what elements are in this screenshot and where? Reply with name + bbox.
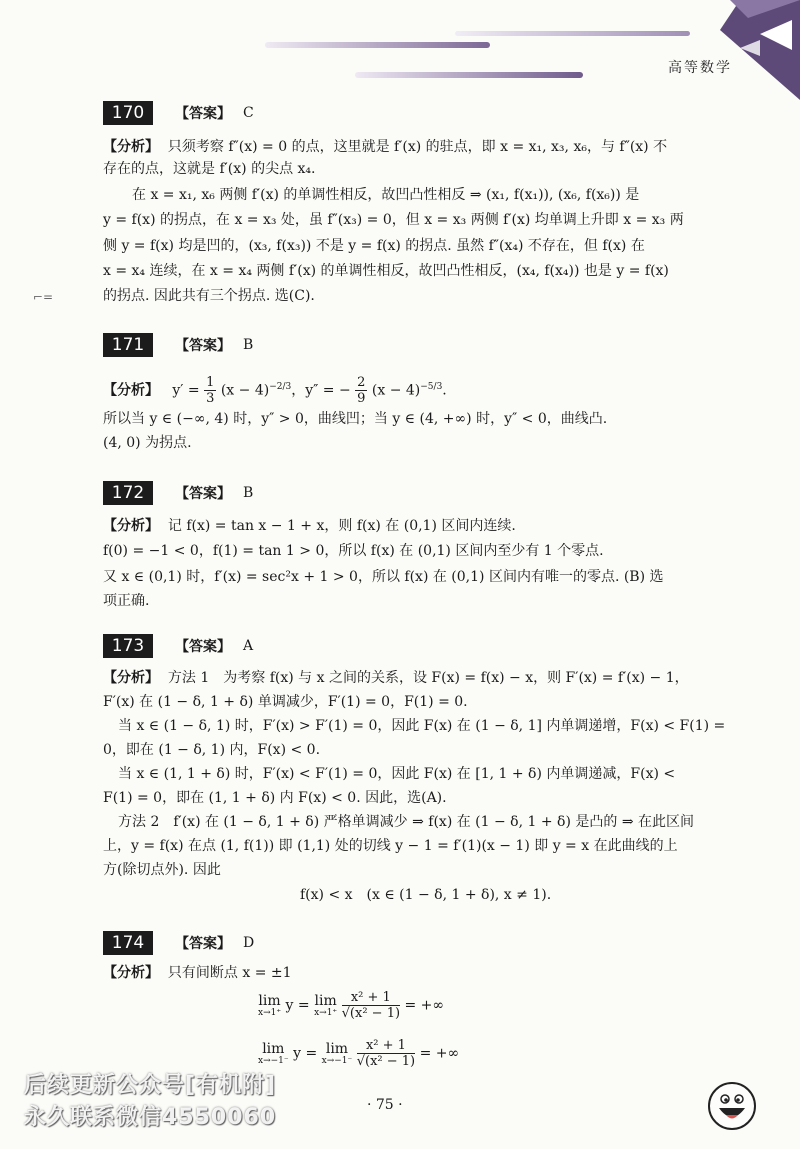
header-rule [265,42,490,48]
analysis-line: 【分析】 只有间断点 x = ±1 [103,965,292,981]
analysis-label: 【分析】 [103,965,159,981]
analysis-label: 【分析】 [103,518,159,534]
answer-label: 【答案】 [175,338,231,354]
answer-value: D [243,935,255,951]
problem-number: 172 [103,481,153,505]
problem-number: 173 [103,634,153,658]
answer-value: B [243,485,254,501]
analysis-label: 【分析】 [103,139,159,155]
analysis-line: 方法 2 f′(x) 在 (1 − δ, 1 + δ) 严格单调减少 ⇒ f(x) 在 (1 − δ, 1 + δ) 是凸的 ⇒ 在此区间 [118,814,695,830]
problem-number: 170 [103,101,153,125]
analysis-line: 侧 y = f(x) 均是凹的，(x₃, f(x₃)) 不是 y = f(x) 的拐点. 虽然 f″(x₄) 不存在，但 f(x) 在 [103,238,645,254]
fraction: $\frac{\text{x² + 1}}{\text{√(x² − 1)}}$ [356,1038,416,1069]
header-rule [355,72,583,78]
answer-value: A [243,638,254,654]
analysis-line: F(1) = 0，即在 (1, 1 + δ) 内 F(x) < 0. 因此，选(A). [103,790,447,806]
limit-right: lim x→1⁺ y = lim x→1⁺ $\frac{\text{x² + 1}}{\text{√(x² − 1)}}$ = +∞ [258,990,445,1021]
smiley-face-icon [706,1080,758,1132]
analysis-line: 项正确. [103,593,150,609]
analysis-line: 【分析】 记 f(x) = tan x − 1 + x，则 f(x) 在 (0,1) 区间内连续. [103,518,516,534]
fraction: $\frac{\text{x² + 1}}{\text{√(x² − 1)}}$ [341,990,401,1021]
answer-label: 【答案】 [175,486,231,502]
problem-number: 171 [103,333,153,357]
answer-label: 【答案】 [175,936,231,952]
answer-value: B [243,337,254,353]
analysis-line: F′(x) 在 (1 − δ, 1 + δ) 单调减少，F′(1) = 0，F(1) = 0. [103,694,468,710]
answer-header-174 [103,931,743,955]
analysis-line: x = x₄ 连续，在 x = x₄ 两侧 f′(x) 的单调性相反，故凹凸性相反，(x₄, f(x₄)) 也是 y = f(x) [103,263,669,279]
analysis-label: 【分析】 [103,382,159,399]
answer-header-172 [103,481,743,505]
analysis-line: 在 x = x₁, x₆ 两侧 f′(x) 的单调性相反，故凹凸性相反 ⇒ (x₁, f(x₁)), (x₆, f(x₆)) 是 [132,187,640,203]
analysis-line: 【分析】 方法 1 为考察 f(x) 与 x 之间的关系，设 F(x) = f(x) − x，则 F′(x) = f′(x) − 1， [103,670,689,686]
problem-number: 174 [103,931,153,955]
corner-arrow-decoration [700,0,800,100]
analysis-line: 的拐点. 因此共有三个拐点. 选(C). [103,288,315,304]
analysis-line: 0，即在 (1 − δ, 1) 内，F(x) < 0. [103,742,321,758]
header-rule [455,31,690,36]
analysis-line: y = f(x) 的拐点，在 x = x₃ 处，虽 f″(x₃) = 0，但 x = x₃ 两侧 f′(x) 均单调上升即 x = x₃ 两 [103,212,684,228]
watermark-line: 后续更新公众号[有机附] [24,1073,277,1098]
analysis-line: 存在的点，这就是 f′(x) 的尖点 x₄. [103,161,316,177]
answer-header-173 [103,634,743,658]
analysis-line: 【分析】 只须考察 f″(x) = 0 的点，这里就是 f′(x) 的驻点，即 x = x₁, x₃, x₆，与 f″(x) 不 [103,139,668,155]
limit-left: lim x→−1⁻ y = lim x→−1⁻ $\frac{\text{x² + 1}}{\text{√(x² − 1)}}$ = +∞ [258,1038,460,1069]
analysis-line: 当 x ∈ (1, 1 + δ) 时，F′(x) < F′(1) = 0，因此 F(x) 在 [1, 1 + δ) 内单调递减，F(x) < [118,766,676,782]
analysis-line: (4, 0) 为拐点. [103,435,192,451]
analysis-line: 又 x ∈ (0,1) 时，f′(x) = sec²x + 1 > 0，所以 f(x) 在 (0,1) 区间内有唯一的零点. (B) 选 [103,569,664,585]
fraction: $\frac{1}{3}$ [206,375,215,407]
margin-scribble: ⌐= [33,290,54,304]
display-inequality: f(x) < x (x ∈ (1 − δ, 1 + δ), x ≠ 1). [300,887,552,903]
analysis-label: 【分析】 [103,670,159,686]
derivative-formula: 【分析】 y′ = $\frac{1}{3}$ $(x - 4)^{-2/3}$，y″ = − $\frac{2}{9}$ $(x - 4)^{-5/3}$. [103,375,447,407]
watermark-line: 永久联系微信4550060 [24,1105,277,1130]
subject-title: 高等数学 [668,60,732,76]
answer-value: C [243,105,254,121]
analysis-line: 所以当 y ∈ (−∞, 4) 时，y″ > 0，曲线凹；当 y ∈ (4, +∞) 时，y″ < 0，曲线凸. [103,411,608,427]
analysis-line: 上，y = f(x) 在点 (1, f(1)) 即 (1,1) 处的切线 y − 1 = f′(1)(x − 1) 即 y = x 在此曲线的上 [103,838,678,854]
answer-label: 【答案】 [175,106,231,122]
analysis-line: 方(除切点外). 因此 [103,862,221,878]
fraction: $\frac{2}{9}$ [357,375,366,407]
page-number: · 75 · [367,1097,403,1113]
analysis-line: 当 x ∈ (1 − δ, 1) 时，F′(x) > F′(1) = 0，因此 F(x) 在 (1 − δ, 1] 内单调递增，F(x) < F(1) = [118,718,726,734]
answer-header-170 [103,101,743,125]
analysis-line: f(0) = −1 < 0，f(1) = tan 1 > 0，所以 f(x) 在 (0,1) 区间内至少有 1 个零点. [103,543,604,559]
answer-header-171 [103,333,743,357]
answer-label: 【答案】 [175,639,231,655]
